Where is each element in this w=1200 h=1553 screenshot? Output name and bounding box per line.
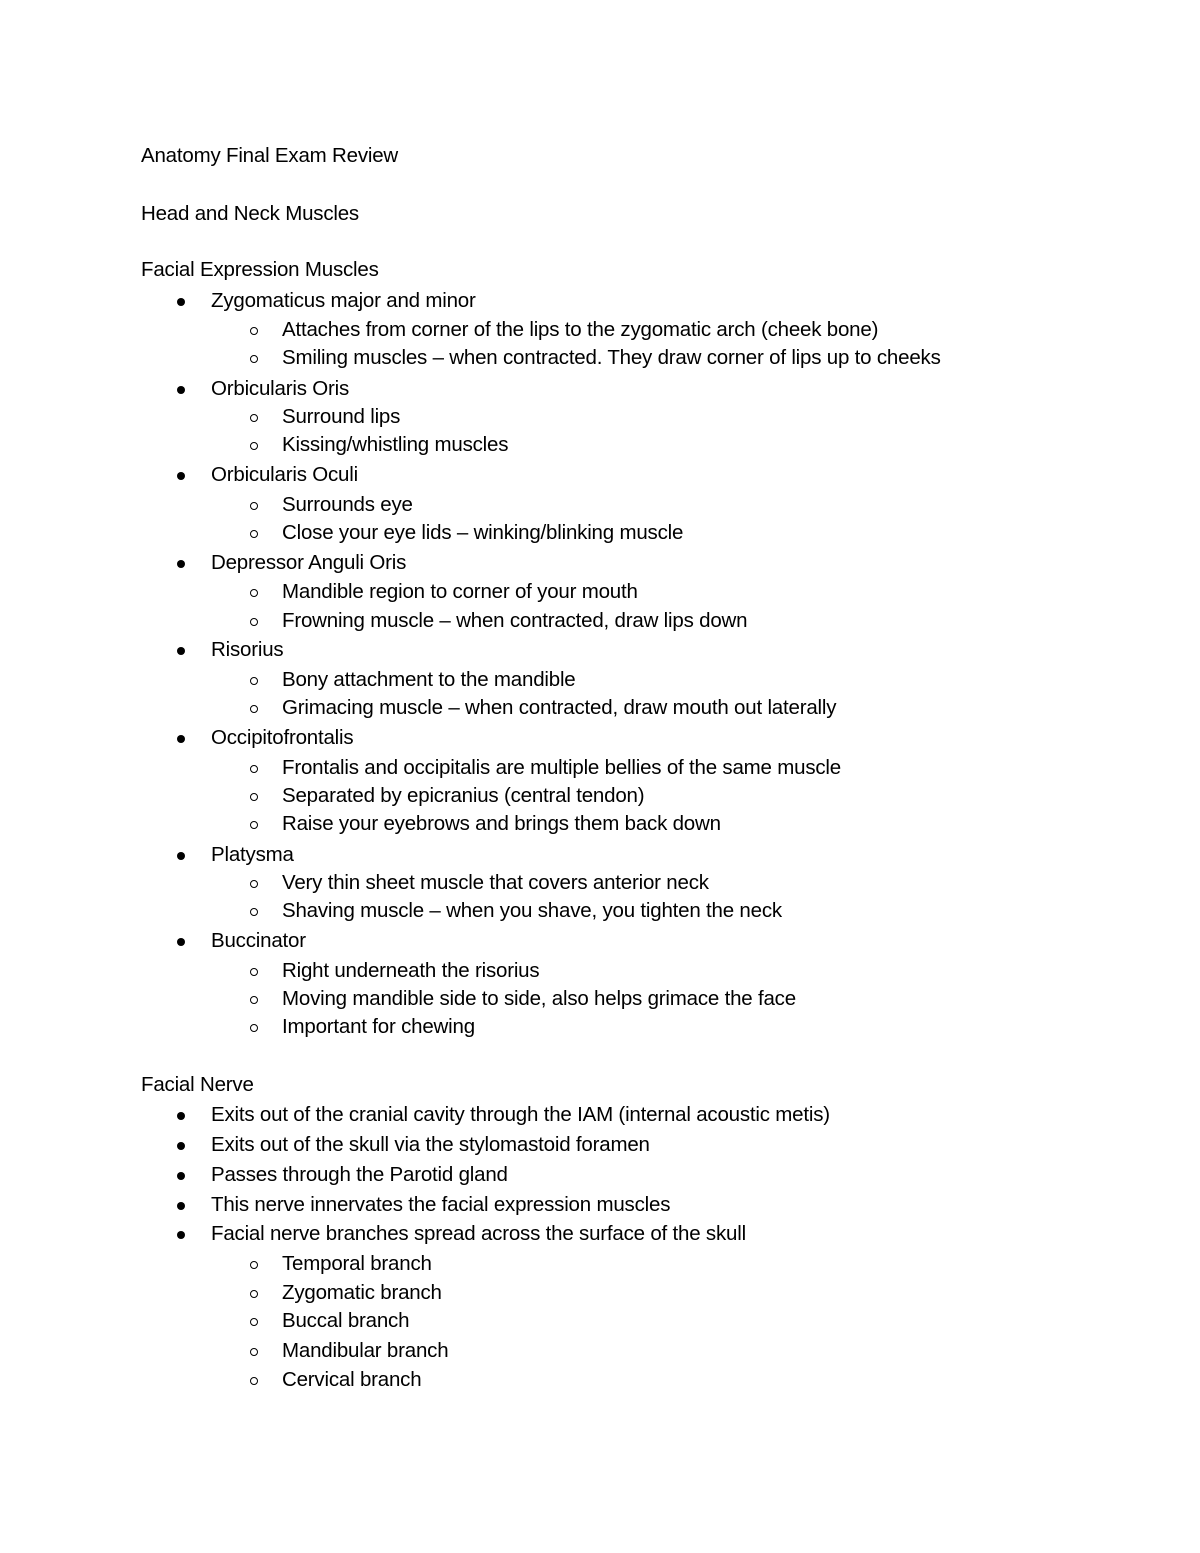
facial-nerve-heading: Facial Nerve — [141, 1073, 254, 1096]
circle-bullet-icon — [250, 996, 258, 1004]
list-item: Passes through the Parotid gland — [211, 1162, 508, 1188]
sub-list-item: Bony attachment to the mandible — [282, 667, 576, 693]
circle-bullet-icon — [250, 1261, 258, 1269]
section-title: Head and Neck Muscles — [141, 202, 359, 225]
circle-bullet-icon — [250, 880, 258, 888]
sub-list-item: Mandible region to corner of your mouth — [282, 579, 638, 605]
bullet-icon — [177, 647, 185, 655]
sub-list-item: Separated by epicranius (central tendon) — [282, 783, 644, 809]
sub-list-item: Smiling muscles – when contracted. They draw corner of lips up to cheeks — [282, 345, 941, 371]
circle-bullet-icon — [250, 530, 258, 538]
bullet-icon — [177, 1231, 185, 1239]
sub-list-item: Right underneath the risorius — [282, 958, 539, 984]
sub-list-item: Surrounds eye — [282, 492, 413, 518]
list-item: Zygomaticus major and minor — [211, 288, 476, 314]
circle-bullet-icon — [250, 765, 258, 773]
circle-bullet-icon — [250, 327, 258, 335]
list-item: Facial nerve branches spread across the surface of the skull — [211, 1221, 746, 1247]
bullet-icon — [177, 938, 185, 946]
list-item: Orbicularis Oculi — [211, 462, 358, 488]
sub-list-item: Important for chewing — [282, 1014, 475, 1040]
list-item: Risorius — [211, 637, 283, 663]
circle-bullet-icon — [250, 1024, 258, 1032]
circle-bullet-icon — [250, 414, 258, 422]
circle-bullet-icon — [250, 589, 258, 597]
circle-bullet-icon — [250, 968, 258, 976]
circle-bullet-icon — [250, 442, 258, 450]
bullet-icon — [177, 472, 185, 480]
sub-list-item: Frontalis and occipitalis are multiple bellies of the same muscle — [282, 755, 841, 781]
sub-list-item: Surround lips — [282, 404, 400, 430]
circle-bullet-icon — [250, 1377, 258, 1385]
bullet-icon — [177, 1172, 185, 1180]
sub-list-item: Buccal branch — [282, 1308, 409, 1334]
circle-bullet-icon — [250, 618, 258, 626]
circle-bullet-icon — [250, 1290, 258, 1298]
sub-list-item: Grimacing muscle – when contracted, draw mouth out laterally — [282, 695, 836, 721]
bullet-icon — [177, 735, 185, 743]
facial-expression-heading: Facial Expression Muscles — [141, 258, 379, 281]
sub-list-item: Cervical branch — [282, 1367, 421, 1393]
sub-list-item: Mandibular branch — [282, 1338, 448, 1364]
bullet-icon — [177, 386, 185, 394]
sub-list-item: Frowning muscle – when contracted, draw lips down — [282, 608, 747, 634]
circle-bullet-icon — [250, 355, 258, 363]
sub-list-item: Moving mandible side to side, also helps grimace the face — [282, 986, 796, 1012]
sub-list-item: Temporal branch — [282, 1251, 432, 1277]
circle-bullet-icon — [250, 1348, 258, 1356]
sub-list-item: Raise your eyebrows and brings them back down — [282, 811, 721, 837]
sub-list-item: Kissing/whistling muscles — [282, 432, 508, 458]
sub-list-item: Zygomatic branch — [282, 1280, 442, 1306]
bullet-icon — [177, 852, 185, 860]
circle-bullet-icon — [250, 821, 258, 829]
bullet-icon — [177, 1142, 185, 1150]
circle-bullet-icon — [250, 1318, 258, 1326]
list-item: Platysma — [211, 842, 294, 868]
circle-bullet-icon — [250, 705, 258, 713]
list-item: Buccinator — [211, 928, 306, 954]
sub-list-item: Shaving muscle – when you shave, you tighten the neck — [282, 898, 782, 924]
list-item: Orbicularis Oris — [211, 376, 349, 402]
bullet-icon — [177, 298, 185, 306]
bullet-icon — [177, 1112, 185, 1120]
list-item: This nerve innervates the facial expression muscles — [211, 1192, 670, 1218]
circle-bullet-icon — [250, 502, 258, 510]
circle-bullet-icon — [250, 793, 258, 801]
list-item: Depressor Anguli Oris — [211, 550, 406, 576]
sub-list-item: Close your eye lids – winking/blinking muscle — [282, 520, 683, 546]
list-item: Exits out of the skull via the stylomastoid foramen — [211, 1132, 650, 1158]
list-item: Occipitofrontalis — [211, 725, 353, 751]
circle-bullet-icon — [250, 677, 258, 685]
document-title: Anatomy Final Exam Review — [141, 144, 399, 167]
bullet-icon — [177, 1202, 185, 1210]
sub-list-item: Attaches from corner of the lips to the zygomatic arch (cheek bone) — [282, 317, 878, 343]
circle-bullet-icon — [250, 908, 258, 916]
list-item: Exits out of the cranial cavity through the IAM (internal acoustic metis) — [211, 1102, 830, 1128]
bullet-icon — [177, 560, 185, 568]
sub-list-item: Very thin sheet muscle that covers anterior neck — [282, 870, 709, 896]
